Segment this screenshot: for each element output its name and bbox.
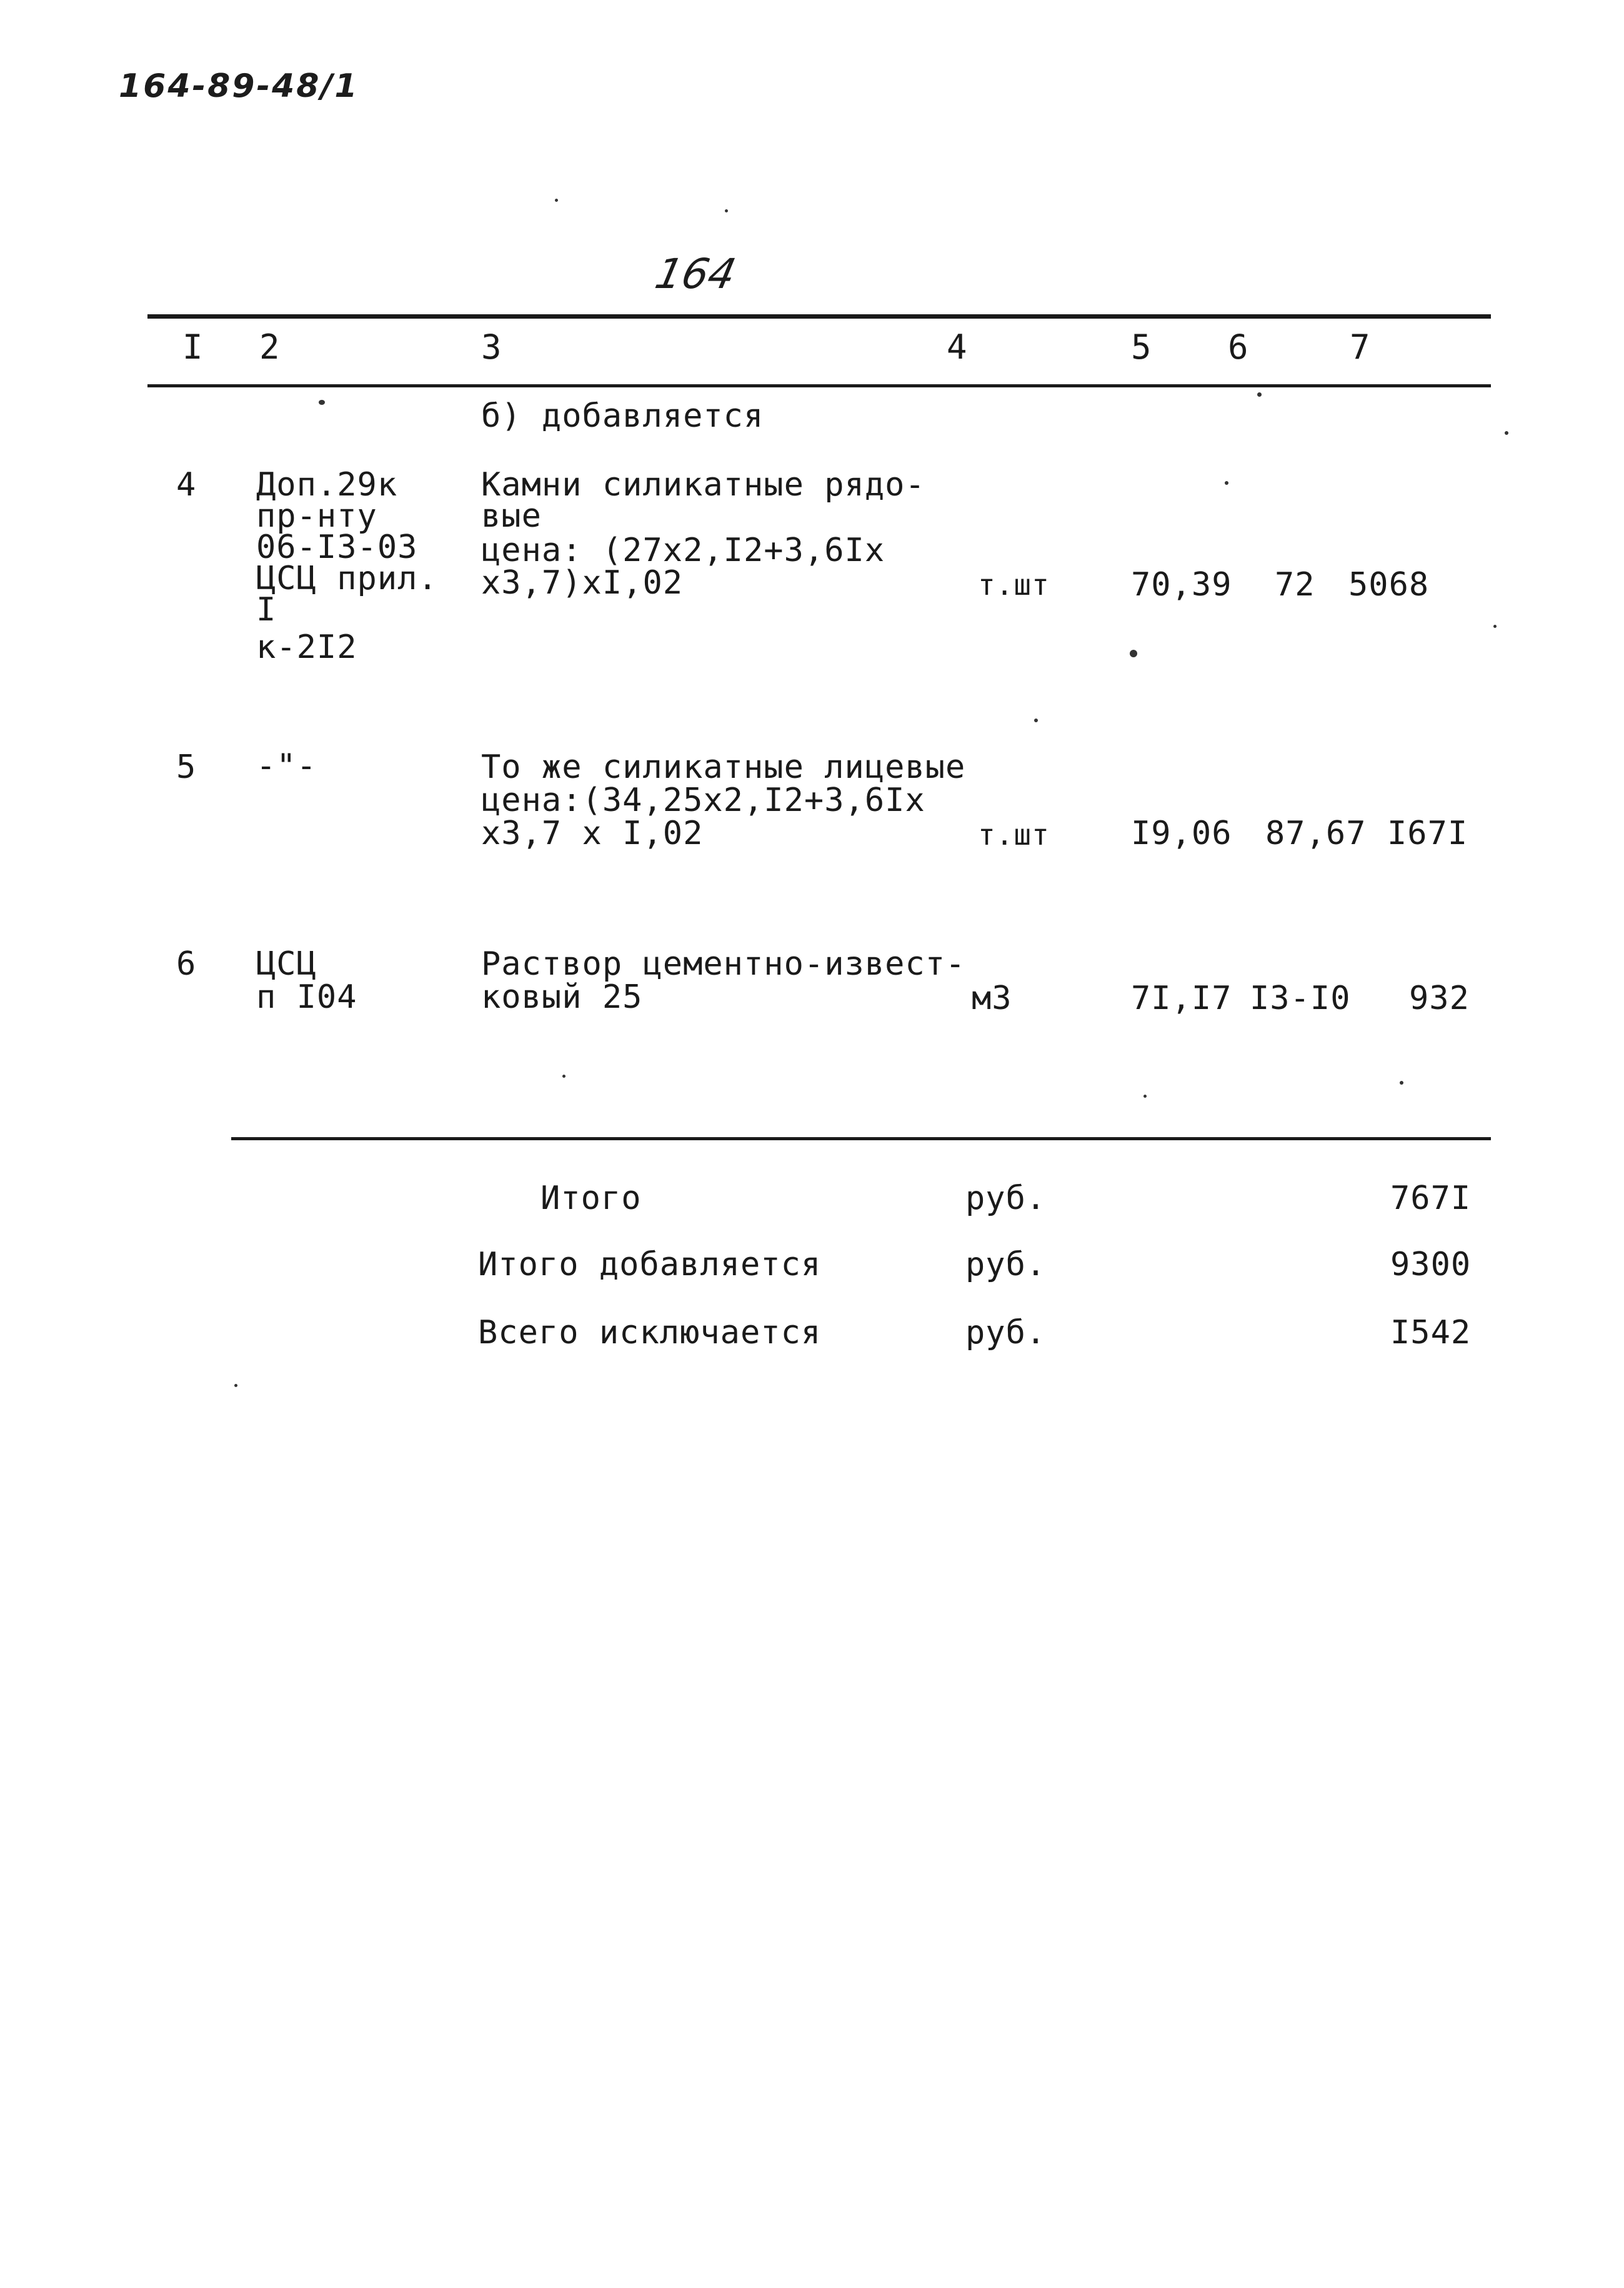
scan-speck [1493,625,1497,628]
column-header-5: 5 [1131,327,1152,367]
row-number: 5 [176,749,197,786]
scan-speck [1257,392,1262,397]
column-header-3: 3 [481,327,502,367]
column-header-2: 2 [259,327,281,367]
column-header-7: 7 [1350,327,1371,367]
row-unit: т.шт [978,818,1050,852]
scan-speck [234,1384,237,1387]
row-reference-line: -"- [256,747,317,785]
row-col7: 932 [1409,980,1470,1017]
row-unit: т.шт [978,568,1050,602]
row-reference-line: I [256,591,277,629]
row-col5: I9,06 [1131,815,1232,852]
column-header-1: I [182,327,204,367]
document-code: 164-89-48/1 [119,67,359,105]
scan-speck [562,1075,565,1078]
table-header-rule [147,384,1491,387]
row-reference-line: Доп.29к [256,466,398,504]
row-description-line: цена: (27х2,I2+3,6Iх [481,532,885,569]
total-unit: руб. [965,1180,1047,1217]
row-reference-line: 06-I3-03 [256,529,418,566]
row-number: 6 [176,945,197,983]
total-unit: руб. [965,1246,1047,1283]
row-col7: 5068 [1348,566,1430,604]
row-description-line: Раствор цементно-извест- [481,945,966,983]
row-description-line: цена:(34,25х2,I2+3,6Iх [481,782,925,819]
row-unit: м3 [972,980,1012,1017]
section-title: б) добавляется [481,397,764,435]
table-top-rule [147,314,1491,319]
row-description-line: вые [481,497,542,535]
page-number: 164 [650,250,740,298]
total-label: Итого добавляется [478,1246,822,1283]
totals-rule [231,1137,1491,1140]
scan-speck [1505,431,1508,435]
row-description-line: х3,7 х I,02 [481,815,704,852]
row-col5: 70,39 [1131,566,1232,604]
total-value: I542 [1390,1314,1472,1351]
row-col6: 87,67 [1265,815,1367,852]
row-reference-line: к-2I2 [256,629,357,666]
total-unit: руб. [965,1314,1047,1351]
scan-speck [1034,719,1038,722]
row-col6: I3-I0 [1250,980,1351,1017]
scan-speck [1225,481,1228,485]
row-col5: 7I,I7 [1131,980,1232,1017]
row-description-line: То же силикатные лицевые [481,749,966,786]
row-reference-line: ЦСЦ прил. [256,560,438,597]
row-col7: I67I [1387,815,1468,852]
total-value: 9300 [1390,1246,1472,1283]
row-description-line: х3,7)хI,02 [481,564,684,602]
total-label: Итого [541,1180,642,1217]
total-label: Всего исключается [478,1314,822,1351]
scan-speck [1143,1095,1147,1098]
scan-speck [1400,1081,1403,1085]
row-description-line: Камни силикатные рядо- [481,466,925,504]
row-description-line: ковый 25 [481,978,643,1016]
scan-speck [319,400,325,405]
row-number: 4 [176,466,197,504]
column-header-6: 6 [1228,327,1249,367]
column-header-4: 4 [947,327,968,367]
scan-speck [725,209,728,212]
row-reference-line: ЦСЦ [256,945,317,983]
total-value: 767I [1390,1180,1472,1217]
row-reference-line: п I04 [256,978,357,1016]
row-reference-line: пр-нту [256,497,377,535]
scan-speck [555,199,558,202]
scan-speck [1130,650,1137,657]
row-col6: 72 [1275,566,1315,604]
